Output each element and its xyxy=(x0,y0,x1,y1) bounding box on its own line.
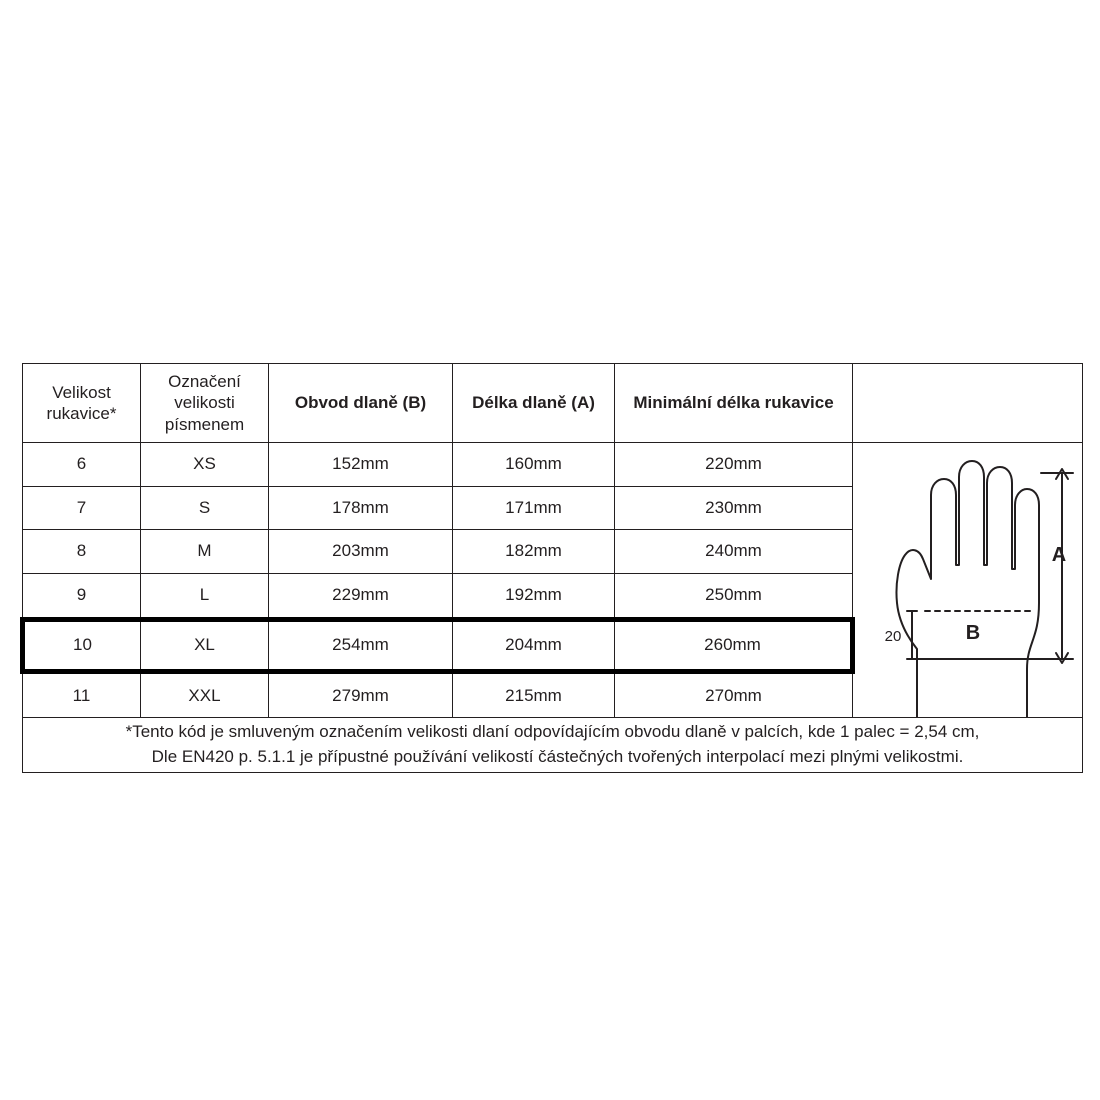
cell-letter: XXL xyxy=(141,672,269,718)
column-header-letter-line2: velikosti xyxy=(174,393,235,413)
cell-palm-circumference: 203mm xyxy=(269,530,453,574)
cell-palm-circumference: 254mm xyxy=(269,619,453,672)
column-header-illustration xyxy=(853,364,1083,443)
footnote xyxy=(23,718,1083,773)
label-b: B xyxy=(965,622,981,644)
cell-min-glove-length: 270mm xyxy=(615,672,853,718)
column-header-palm-length: Délka dlaně (A) xyxy=(453,364,615,443)
cell-palm-circumference: 152mm xyxy=(269,443,453,487)
column-header-letter-line3: písmenem xyxy=(164,414,245,434)
footnote-line-1: *Tento kód je smluveným označením velikosti dlaní odpovídajícím obvodu dlaně v palcích, kde 1 palec = 2,54 cm, xyxy=(125,722,980,742)
column-header-letter xyxy=(141,364,269,443)
column-header-palm-circumference: Obvod dlaně (B) xyxy=(269,364,453,443)
cell-letter: M xyxy=(141,530,269,574)
cell-min-glove-length: 260mm xyxy=(615,619,853,672)
table-body xyxy=(23,443,1083,773)
cell-size: 10 xyxy=(23,619,141,672)
cell-letter: L xyxy=(141,573,269,619)
cell-min-glove-length: 230mm xyxy=(615,486,853,530)
cell-size: 8 xyxy=(23,530,141,574)
cell-size: 7 xyxy=(23,486,141,530)
cell-palm-circumference: 279mm xyxy=(269,672,453,718)
column-header-min-glove-length: Minimální délka rukavice xyxy=(615,364,853,443)
cell-min-glove-length: 250mm xyxy=(615,573,853,619)
cell-letter: XS xyxy=(141,443,269,487)
cell-palm-length: 204mm xyxy=(453,619,615,672)
column-header-letter-line1: Označení xyxy=(168,372,241,392)
cell-size: 9 xyxy=(23,573,141,619)
cell-palm-length: 182mm xyxy=(453,530,615,574)
label-a: A xyxy=(1051,544,1067,566)
cell-palm-length: 160mm xyxy=(453,443,615,487)
table-header-row xyxy=(23,364,1083,443)
hand-diagram-icon xyxy=(855,443,1085,717)
cell-size: 6 xyxy=(23,443,141,487)
hand-measurement-illustration xyxy=(853,443,1083,718)
cell-letter: XL xyxy=(141,619,269,672)
footnote-line-2: Dle EN420 p. 5.1.1 je přípustné používání velikostí částečných tvořených interpolací mezi plnými velikostmi. xyxy=(151,747,964,766)
cell-palm-circumference: 229mm xyxy=(269,573,453,619)
cell-palm-length: 215mm xyxy=(453,672,615,718)
size-chart-container xyxy=(20,363,1080,773)
glove-size-table xyxy=(20,363,1083,773)
cell-min-glove-length: 240mm xyxy=(615,530,853,574)
table-footnote-row xyxy=(23,718,1083,773)
table-row xyxy=(23,443,1083,487)
column-header-size-line2: rukavice* xyxy=(46,404,117,423)
table-header xyxy=(23,364,1083,443)
column-header-size xyxy=(23,364,141,443)
cell-size: 11 xyxy=(23,672,141,718)
cell-palm-length: 192mm xyxy=(453,573,615,619)
cell-palm-length: 171mm xyxy=(453,486,615,530)
column-header-size-line1: Velikost xyxy=(52,382,111,402)
label-20: 20 xyxy=(884,628,902,645)
cell-palm-circumference: 178mm xyxy=(269,486,453,530)
cell-min-glove-length: 220mm xyxy=(615,443,853,487)
cell-letter: S xyxy=(141,486,269,530)
